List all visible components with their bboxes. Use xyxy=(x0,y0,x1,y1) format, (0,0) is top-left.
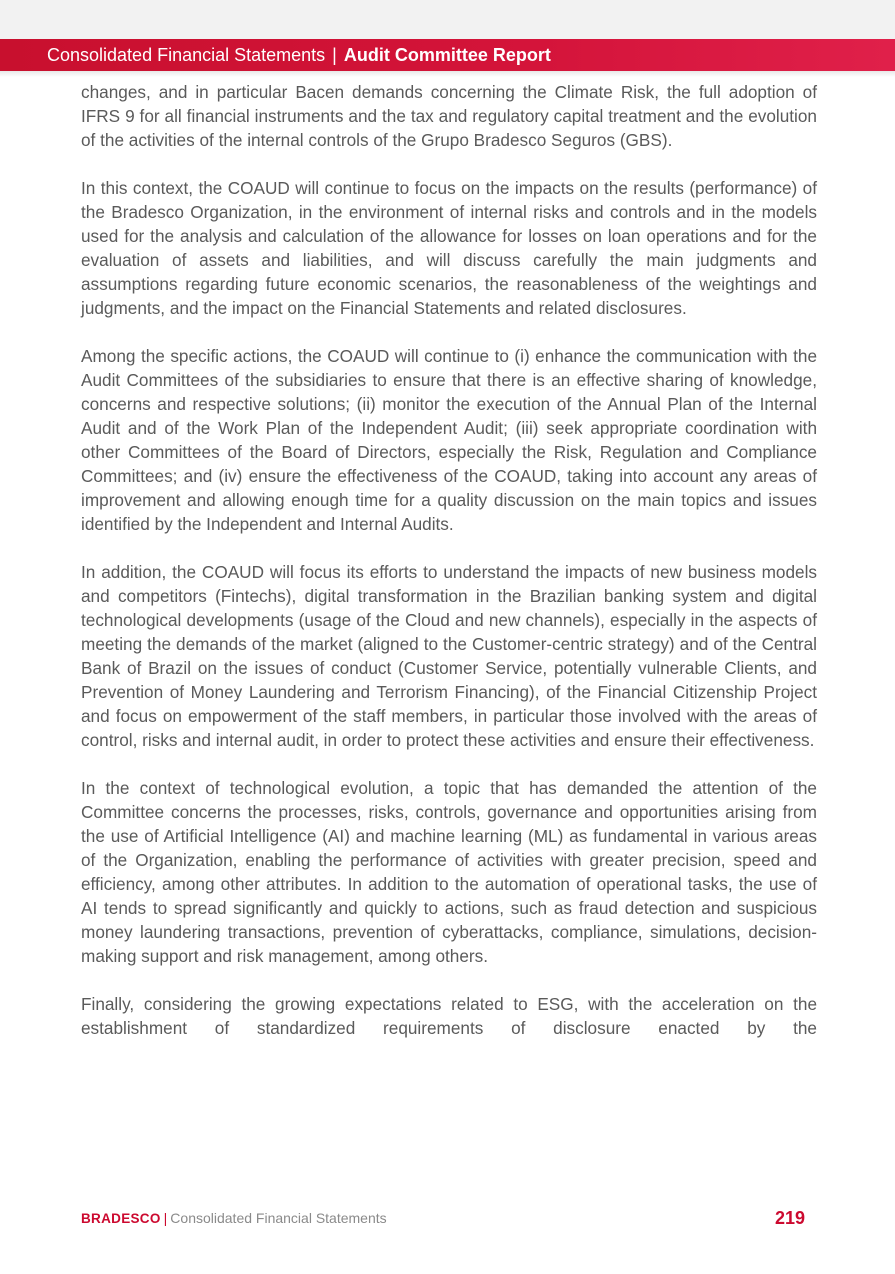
paragraph: changes, and in particular Bacen demands concerning the Climate Risk, the full adoption of IFRS 9 for all financial instruments and the tax and regulatory capital treatment and the evolution of the activities of the internal controls of the Grupo Bradesco Seguros (GBS). xyxy=(81,82,817,150)
header-shadow xyxy=(0,71,895,77)
paragraph: In the context of technological evolution, a topic that has demanded the attention of the Committee concerns the processes, risks, controls, governance and opportunities arising from the use of Artificial Intelligence (AI) and machine learning (ML) as fundamental in various areas of the Organization, enabling the performance of activities with greater precision, speed and efficiency, among other attributes. In addition to the automation of operational tasks, the use of AI tends to spread significantly and quickly to actions, such as fraud detection and suspicious money laundering transactions, prevention of cyberattacks, compliance, simulations, decision-making support and risk management, among others. xyxy=(81,778,817,966)
paragraph: In this context, the COAUD will continue to focus on the impacts on the results (performance) of the Bradesco Organization, in the environment of internal risks and controls and in the models used for the analysis and calculation of the allowance for losses on loan operations and for the evaluation of assets and liabilities, and will discuss carefully the main judgments and assumptions regarding future economic scenarios, the reasonableness of the weightings and judgments, and the impact on the Financial Statements and related disclosures. xyxy=(81,178,817,318)
footer-brand: BRADESCO xyxy=(81,1211,161,1226)
footer-separator: | xyxy=(163,1210,168,1226)
header-separator: | xyxy=(332,45,337,65)
header-title: Audit Committee Report xyxy=(343,45,551,65)
page-footer xyxy=(81,1207,805,1229)
body-text xyxy=(81,80,817,1064)
page-number: 219 xyxy=(774,1208,805,1228)
footer-document-title: Consolidated Financial Statements xyxy=(170,1210,387,1226)
paragraph: In addition, the COAUD will focus its efforts to understand the impacts of new business models and competitors (Fintechs), digital transformation in the Brazilian banking system and digital technological developments (usage of the Cloud and new channels), especially in the aspects of meeting the demands of the market (aligned to the Customer-centric strategy) and of the Central Bank of Brazil on the issues of conduct (Customer Service, potentially vulnerable Clients, and Prevention of Money Laundering and Terrorism Financing), of the Financial Citizenship Project and focus on empowerment of the staff members, in particular those involved with the areas of control, risks and internal audit, in order to protect these activities and ensure their effectiveness. xyxy=(81,562,817,750)
running-header xyxy=(47,44,551,66)
header-section: Consolidated Financial Statements xyxy=(47,45,326,65)
top-margin xyxy=(0,0,895,40)
paragraph: Finally, considering the growing expectations related to ESG, with the acceleration on the establishment of standardized requirements of disclosure enacted by the xyxy=(81,994,817,1038)
paragraph: Among the specific actions, the COAUD will continue to (i) enhance the communication with the Audit Committees of the subsidiaries to ensure that there is an effective sharing of knowledge, concerns and respective solutions; (ii) monitor the execution of the Annual Plan of the Internal Audit and of the Work Plan of the Independent Audit; (iii) seek appropriate coordination with other Committees of the Board of Directors, especially the Risk, Regulation and Compliance Committees; and (iv) ensure the effectiveness of the COAUD, taking into account any areas of improvement and allowing enough time for a quality discussion on the main topics and issues identified by the Independent and Internal Audits. xyxy=(81,346,817,534)
